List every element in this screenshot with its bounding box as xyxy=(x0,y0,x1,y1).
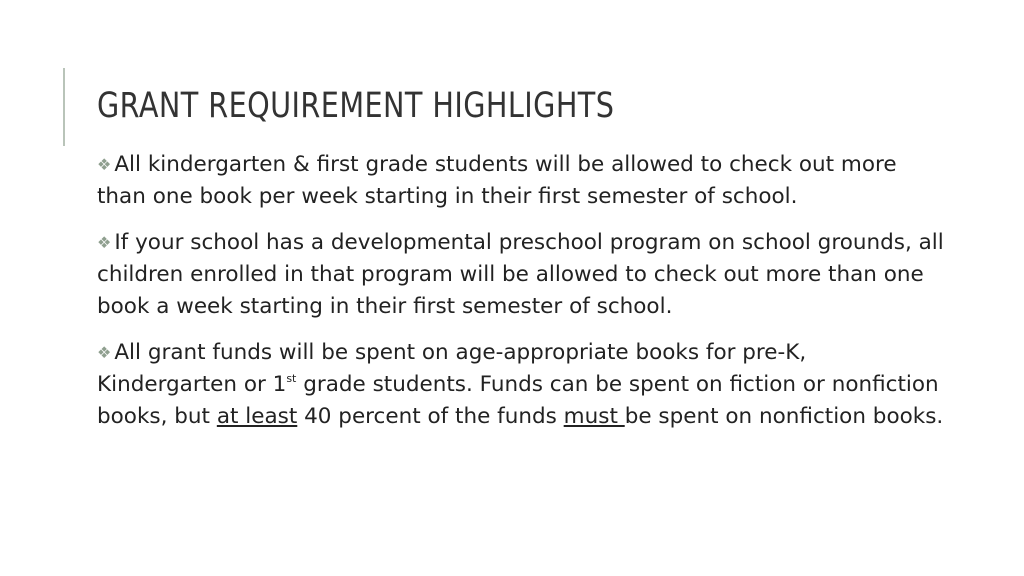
bullet-text-3-part2: grade students. Funds can be spent on fiction or nonfiction books, but xyxy=(97,372,939,429)
underlined-must: must xyxy=(563,404,625,429)
bullet-list xyxy=(97,149,947,447)
ordinal-superscript: st xyxy=(286,372,297,385)
diamond-quad-bullet-icon: ❖ xyxy=(97,233,112,252)
diamond-quad-bullet-icon: ❖ xyxy=(97,155,112,174)
bullet-text-3-part1: All grant funds will be spent on age-appropriate books for pre-K, Kindergarten or 1 xyxy=(97,340,807,397)
underlined-at-least: at least xyxy=(216,404,298,429)
bullet-text-3-part4: be spent on nonfiction books. xyxy=(624,404,944,429)
bullet-text-3-part3: 40 percent of the funds xyxy=(297,404,564,429)
bullet-item-3 xyxy=(97,337,947,433)
title-accent-line xyxy=(63,68,65,146)
bullet-item-2 xyxy=(97,227,947,323)
bullet-item-1 xyxy=(97,149,947,213)
slide-title: GRANT REQUIREMENT HIGHLIGHTS xyxy=(97,86,615,126)
diamond-quad-bullet-icon: ❖ xyxy=(97,343,112,362)
bullet-text-1: All kindergarten & first grade students will be allowed to check out more than one book per week starting in their first semester of school. xyxy=(97,152,897,209)
bullet-text-2: If your school has a developmental preschool program on school grounds, all children enrolled in that program will be allowed to check out more than one book a week starting in their first semester of school. xyxy=(97,230,944,319)
